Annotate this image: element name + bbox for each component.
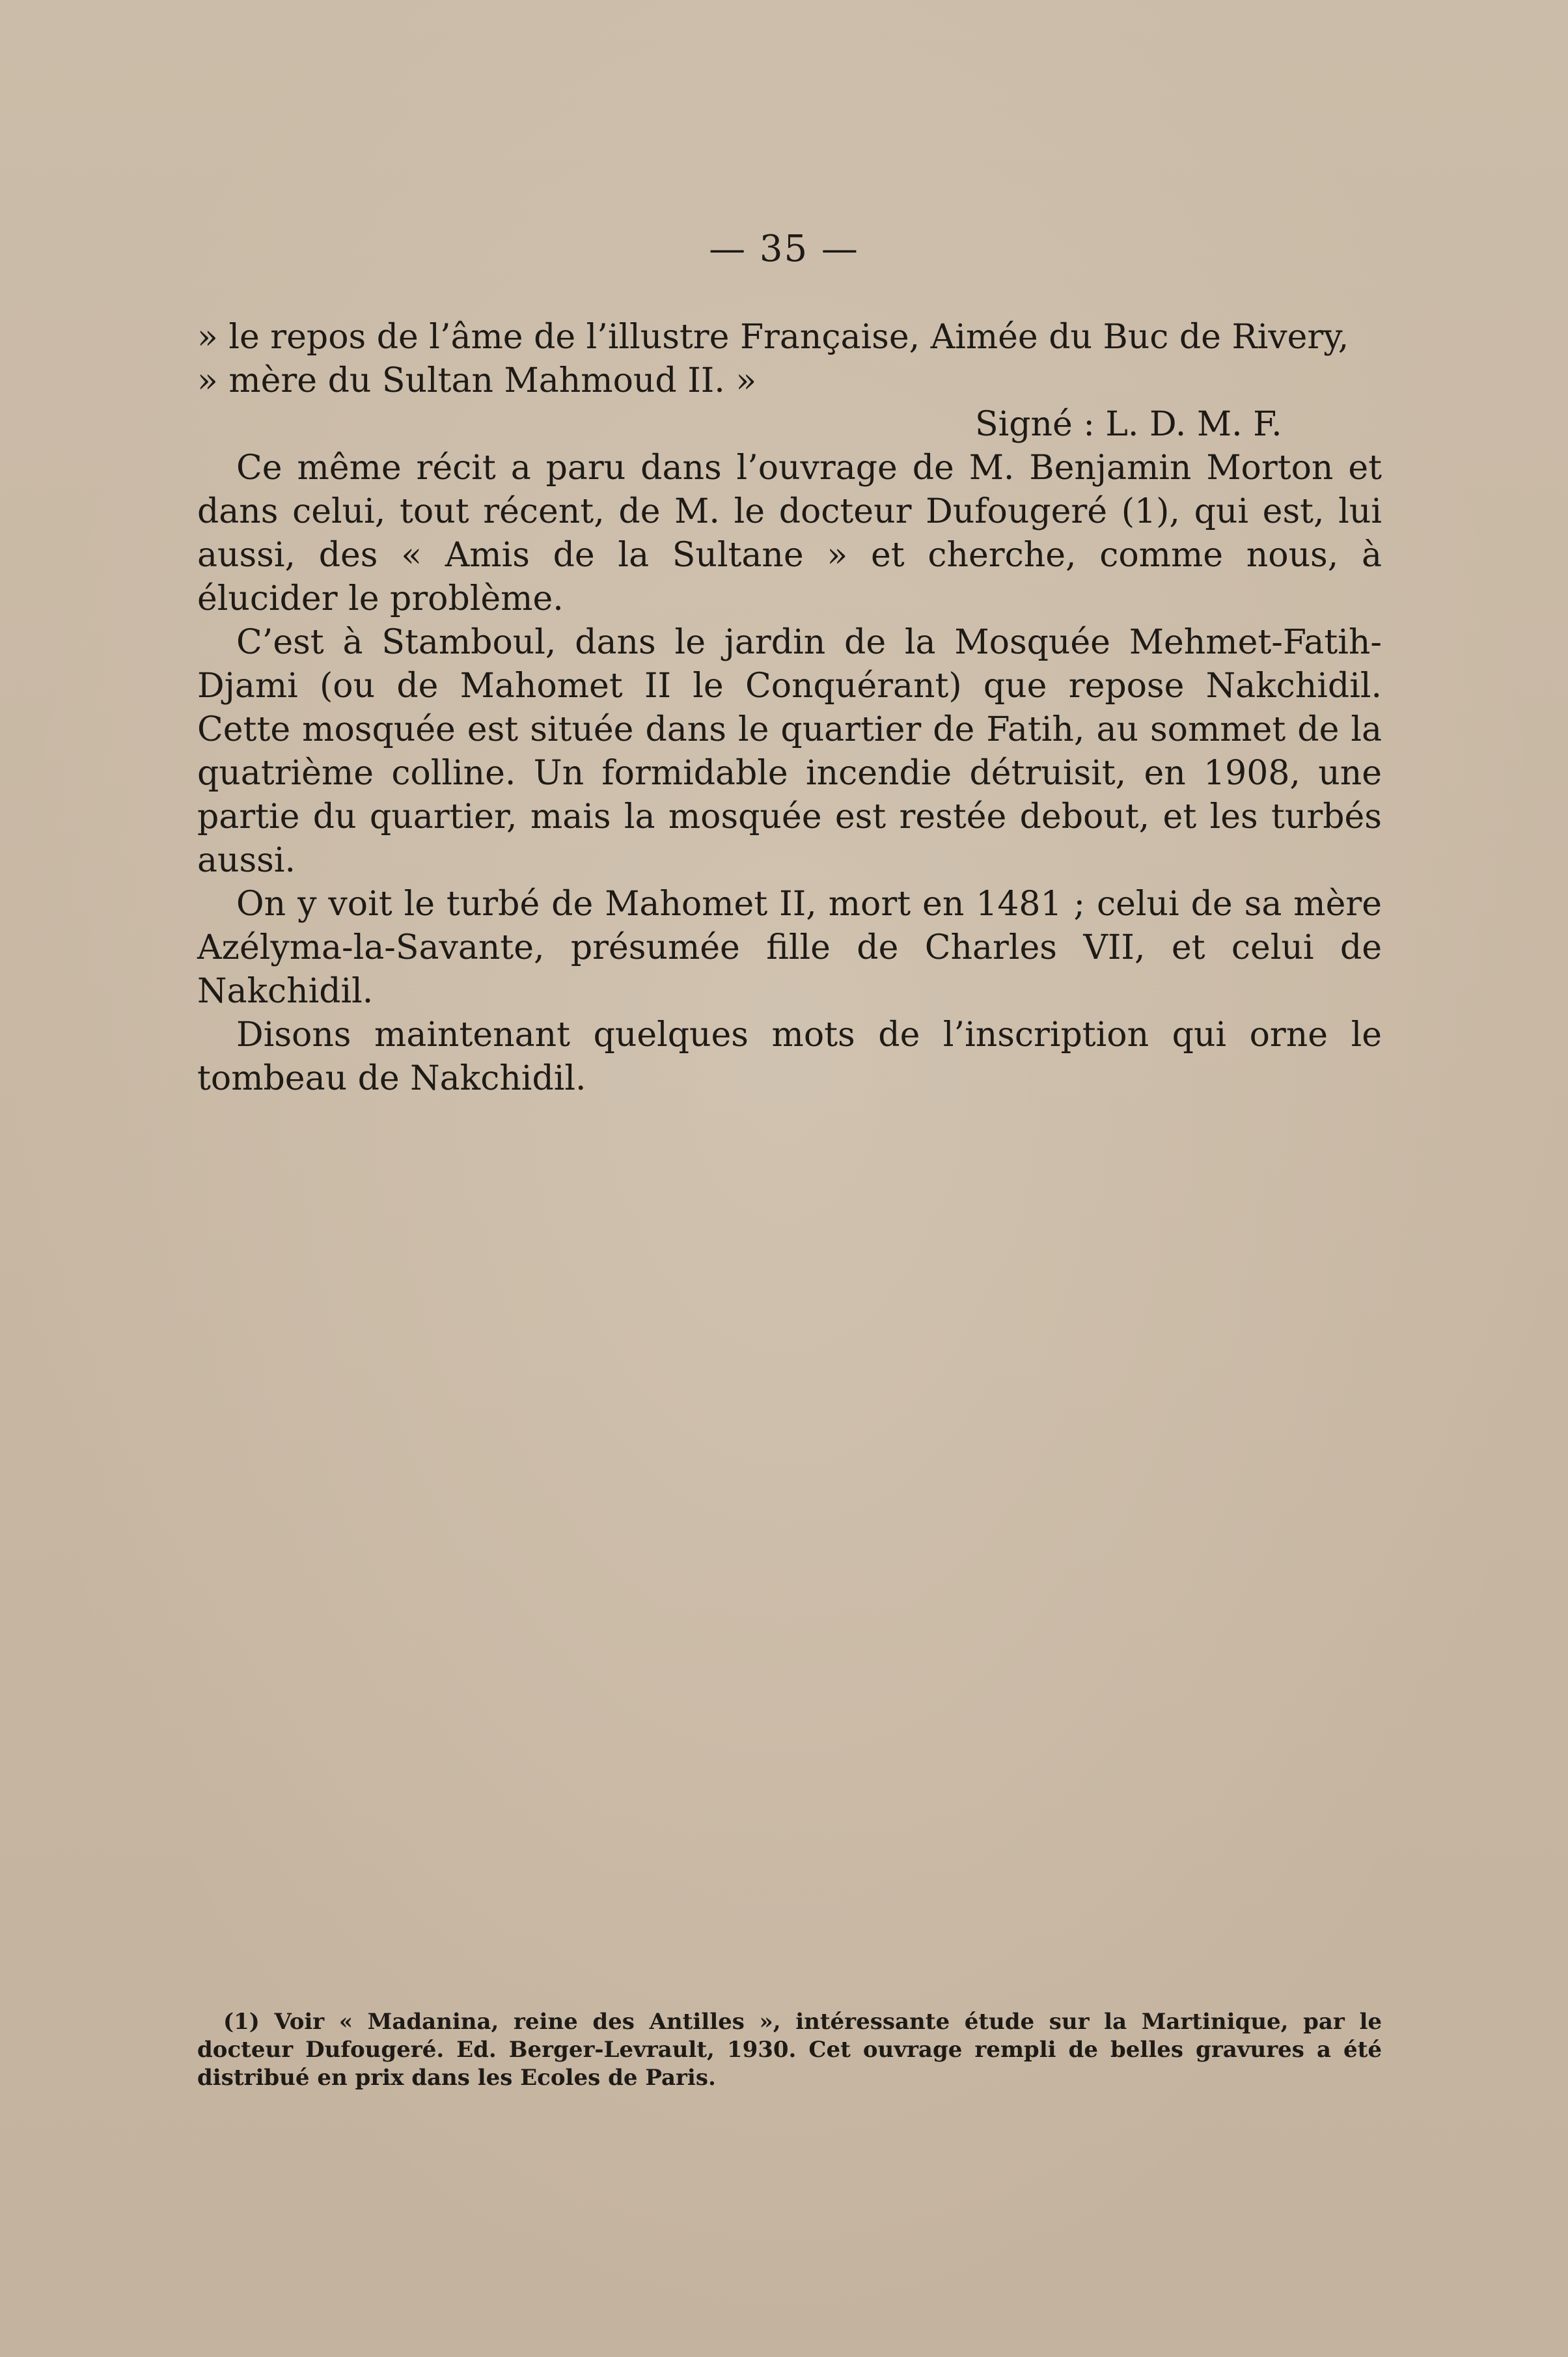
signature: Signé : L. D. M. F. (975, 405, 1282, 444)
quote-line-1: » le repos de l’âme de l’illustre Française, Aimée du Buc de Rivery, (197, 318, 1349, 357)
quote-line-2: » mère du Sultan Mahmoud II. » (197, 361, 757, 400)
paragraph-3: On y voit le turbé de Mahomet II, mort en 1481 ; celui de sa mère Azélyma-la-Savante, présumée fille de Charles VII, et celui de Nakchidil. (197, 885, 1382, 1011)
footnote: (1) Voir « Madanina, reine des Antilles », intéressante étude sur la Martinique, par le docteur Dufougeré. Ed. Berger-Levrault, 1930. Cet ouvrage rempli de belles gravures a été distribué en prix dans les Ecoles de Paris. (197, 2009, 1382, 2091)
page-number: — 35 — (709, 228, 859, 270)
paragraph-4: Disons maintenant quelques mots de l’inscription qui orne le tombeau de Nakchidil. (197, 1015, 1382, 1098)
paragraph-2: C’est à Stamboul, dans le jardin de la Mosquée Mehmet-Fatih-Djami (ou de Mahomet II le Conquérant) que repose Nakchidil. Cette mosquée est située dans le quartier de Fatih, au sommet de la quatrième colline. Un formidable incendie détruisit, en 1908, une partie du quartier, mais la mosquée est restée debout, et les turbés aussi. (197, 623, 1382, 880)
body-text (197, 316, 1382, 1101)
paragraph-1: Ce même récit a paru dans l’ouvrage de M. Benjamin Morton et dans celui, tout récent, de M. le docteur Dufougeré (1), qui est, lui aussi, des « Amis de la Sultane » et cherche, comme nous, à élucider le problème. (197, 448, 1382, 618)
